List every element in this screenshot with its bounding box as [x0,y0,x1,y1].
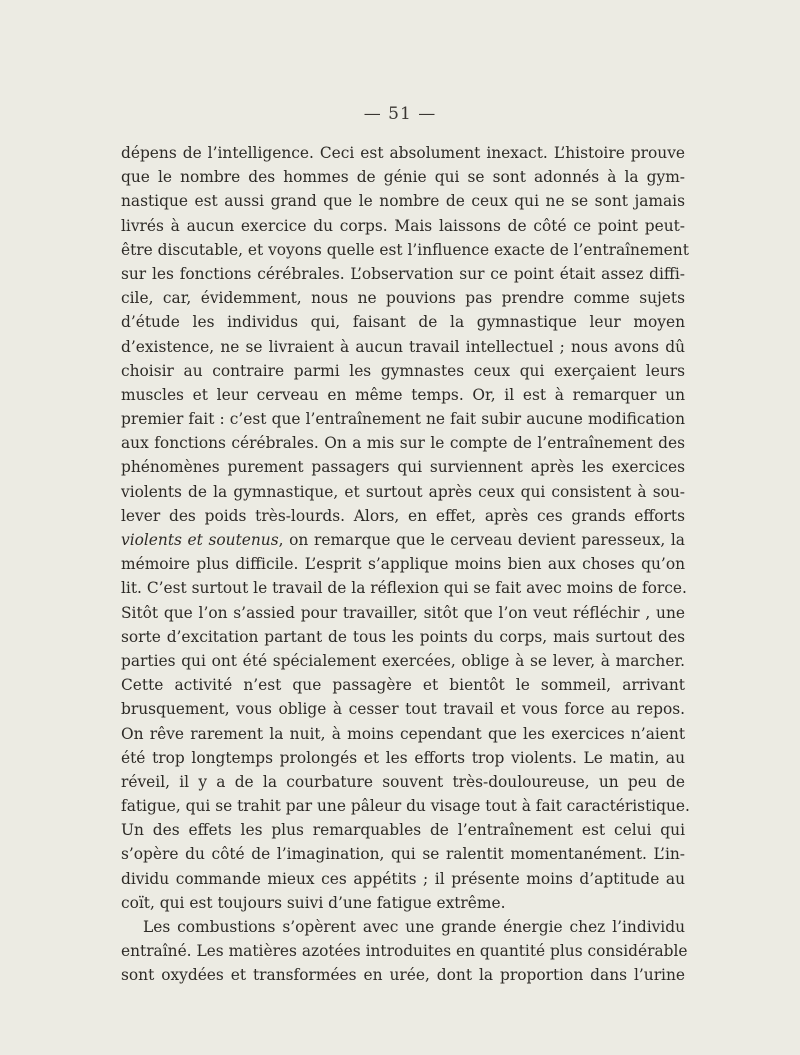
text-line: entraîné. Les matières azotées introduites en quantité plus considérable [121,942,688,961]
text-line: choisir au contraire parmi les gymnastes ceux qui exerçaient leurs [121,361,685,380]
text-line: premier fait : c’est que l’entraînement ne fait subir aucune modification [121,410,685,429]
text-line: brusquement, vous oblige à cesser tout travail et vous force au repos. [121,700,685,719]
text-line: coït, qui est toujours suivi d’une fatigue extrême. [121,893,506,912]
text-line: sorte d’excitation partant de tous les points du corps, mais surtout des [121,627,685,646]
text-line: fatigue, qui se trahit par une pâleur du visage tout à fait caractéristique. [121,797,690,816]
text-line: réveil, il y a de la courbature souvent très-douloureuse, un peu de [121,772,685,791]
text-line: nastique est aussi grand que le nombre de ceux qui ne se sont jamais [121,192,685,211]
text-line: Les combustions s’opèrent avec une grande énergie chez l’individu [143,918,685,936]
text-line: dépens de l’intelligence. Ceci est absolument inexact. L’histoire prouve [121,144,685,162]
italic-phrase: violents et soutenus [121,531,279,549]
text-line: lever des poids très-lourds. Alors, en effet, après ces grands efforts [121,506,685,525]
page-number: — 51 — [363,104,437,124]
text-line-italic-start: violents et soutenus, on remarque que le cerveau devient paresseux, la [121,531,685,549]
text-line: dividu commande mieux ces appétits ; il présente moins d’aptitude au [121,869,685,888]
text-line: Cette activité n’est que passagère et bientôt le sommeil, arrivant [121,676,685,695]
text-line: que le nombre des hommes de génie qui se sont adonnés à la gym- [121,168,685,187]
text-line: Sitôt que l’on s’assied pour travailler, sitôt que l’on veut réfléchir , une [121,603,685,622]
text-line: été trop longtemps prolongés et les efforts trop violents. Le matin, au [121,748,685,767]
text-line: cile, car, évidemment, nous ne pouvions pas prendre comme sujets [121,289,685,308]
text-line: muscles et leur cerveau en même temps. Or, il est à remarquer un [121,385,685,404]
text-line: s’opère du côté de l’imagination, qui se ralentit momentanément. L’in- [121,845,685,864]
text-line: violents de la gymnastique, et surtout après ceux qui consistent à sou- [121,482,685,501]
text-line: mémoire plus difficile. L’esprit s’applique moins bien aux choses qu’on [121,555,685,574]
text-line: parties qui ont été spécialement exercées, oblige à se lever, à marcher. [121,651,685,670]
text-line: d’étude les individus qui, faisant de la gymnastique leur moyen [121,313,685,332]
text-line: aux fonctions cérébrales. On a mis sur le compte de l’entraînement des [121,434,685,453]
text-line: On rêve rarement la nuit, à moins cependant que les exercices n’aient [121,724,685,743]
body-text [121,141,690,988]
text-line: phénomènes purement passagers qui surviennent après les exercices [121,458,685,477]
text-line: Un des effets les plus remarquables de l’entraînement est celui qui [121,821,685,840]
text-line: sont oxydées et transformées en urée, dont la proportion dans l’urine [121,966,685,985]
text-line: sur les fonctions cérébrales. L’observation sur ce point était assez diffi- [121,264,685,283]
text-line: lit. C’est surtout le travail de la réflexion qui se fait avec moins de force. [121,579,687,598]
text-line: livrés à aucun exercice du corps. Mais laissons de côté ce point peut- [121,216,685,235]
text-line: être discutable, et voyons quelle est l’influence exacte de l’entraînement [121,240,689,259]
text-line: d’existence, ne se livraient à aucun travail intellectuel ; nous avons dû [121,337,685,356]
